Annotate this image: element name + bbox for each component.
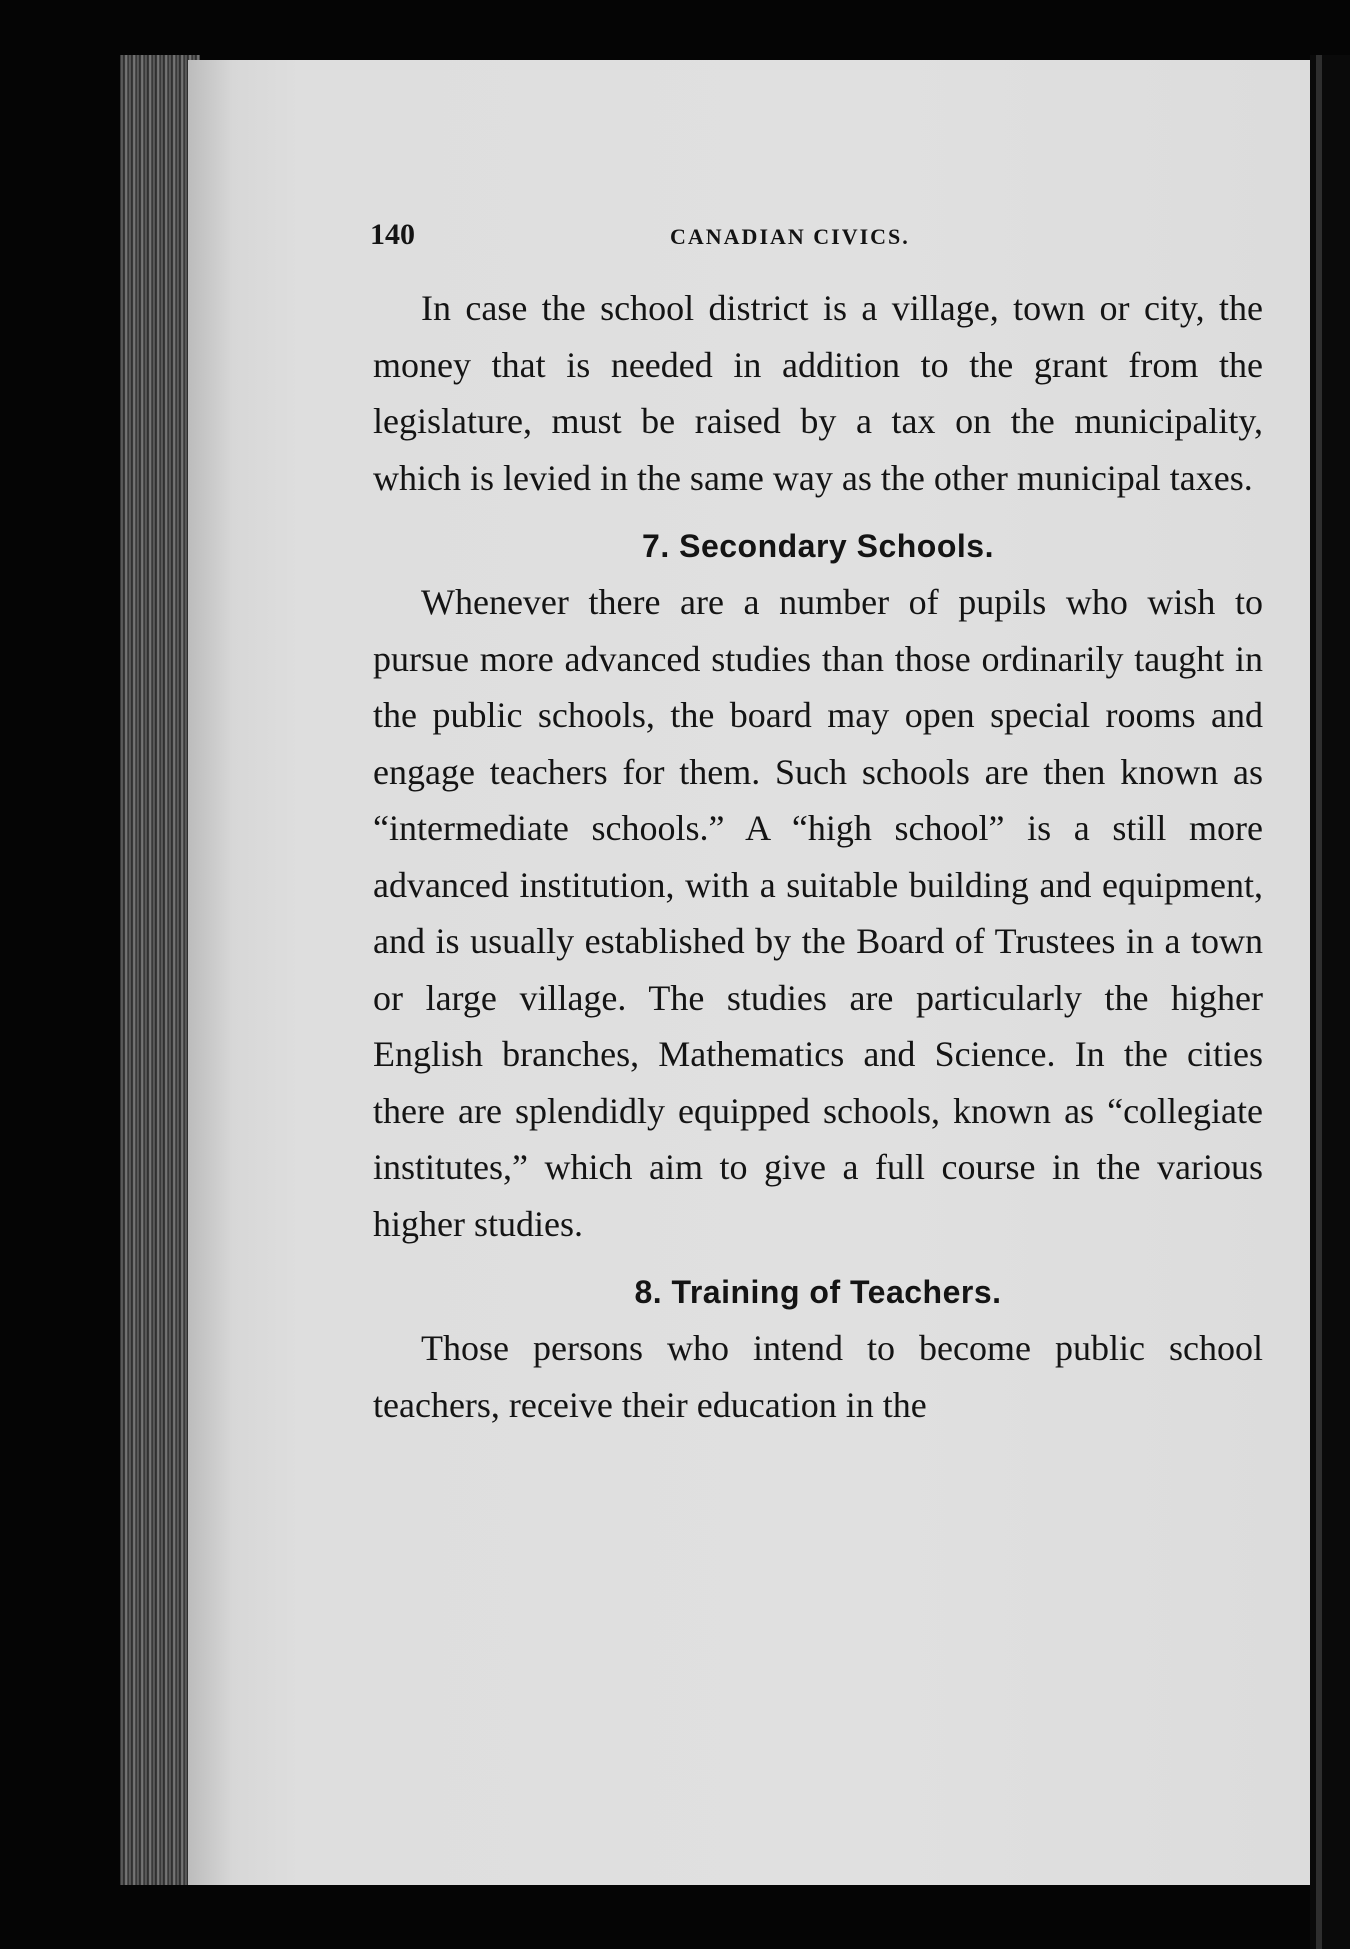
right-binding-edge: [1310, 55, 1350, 1949]
section-heading-training-of-teachers: 8. Training of Teachers.: [634, 1274, 1002, 1310]
page-number: 140: [370, 218, 415, 251]
paragraph-school-tax: In case the school district is a village, town or city, the money that is needed in addition to the grant from the legislature, must be raised by a tax on the municipality, which is levied in the same way as the other municipal taxes.: [373, 288, 1263, 498]
paragraph-training-of-teachers: Those persons who intend to become public school teachers, receive their education in the: [373, 1328, 1263, 1425]
book-page: [188, 60, 1312, 1885]
page-body: [373, 280, 1263, 1433]
binding-line: [1316, 55, 1322, 1949]
running-head: CANADIAN CIVICS.: [670, 224, 910, 249]
section-heading-secondary-schools: 7. Secondary Schools.: [642, 528, 994, 564]
paragraph-secondary-schools: Whenever there are a number of pupils who wish to pursue more advanced studies than those ordinarily taught in the public schools, the board may open special rooms and engage teachers for them. Such schools are then known as “intermediate schools.” A “high school” is a still more advanced institution, with a suitable building and equipment, and is usually established by the Board of Trustees in a town or large village. The studies are particularly the higher English branches, Mathematics and Science. In the cities there are splendidly equipped schools, known as “collegiate institutes,” which aim to give a full course in the various higher studies.: [373, 582, 1263, 1244]
